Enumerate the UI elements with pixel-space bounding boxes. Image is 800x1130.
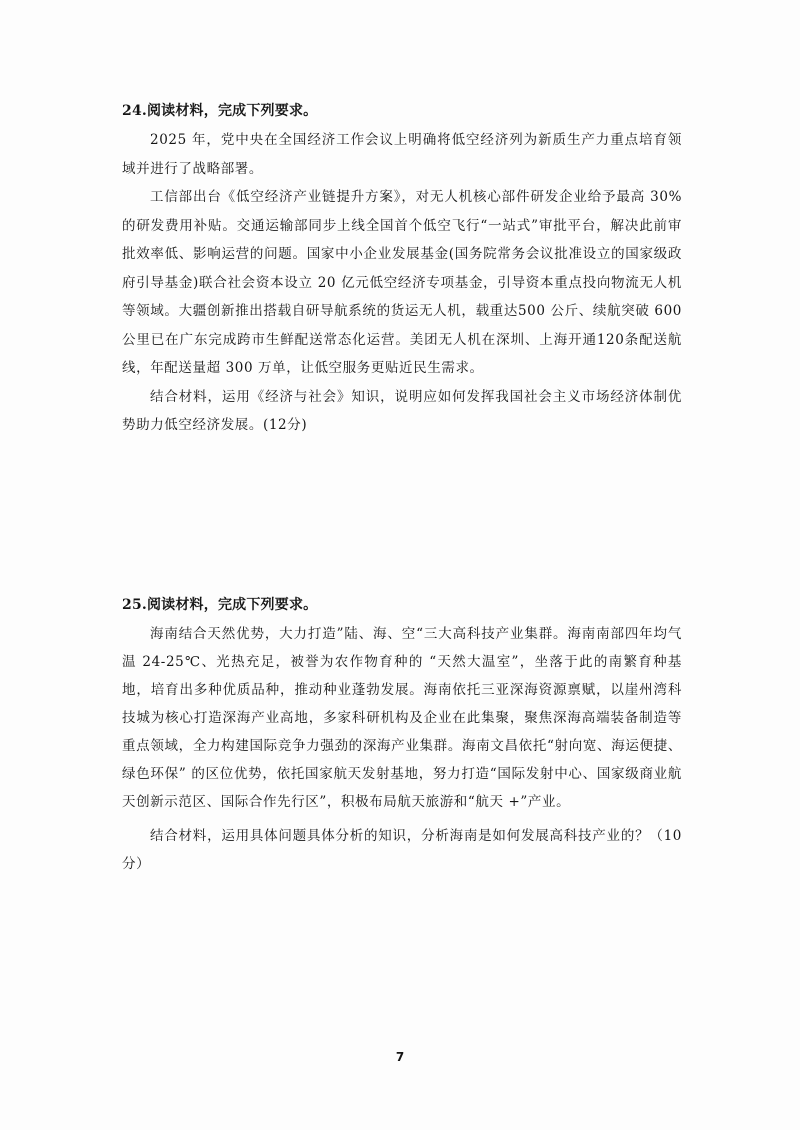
material-paragraph: 海南结合天然优势，大力打造”陆、海、空“三大高科技产业集群。海南南部四年均气温 24-25℃、光热充足，被誉为农作物育种的 “天然大温室”，坐落于此的南繁育种基地，培育出多种优质品种，推动种业蓬勃发展。海南依托三亚深海资源禀赋，以崖州湾科技城为核心打造深海产业高地，多家科研机构及企业在此集聚，聚焦深海高端装备制造等重点领域，全力构建国际竞争力强劲的深海产业集群。海南文昌依托“射向宽、海运便捷、绿色环保” 的区位优势，依托国家航天发射基地，努力打造“国际发射中心、国家级商业航天创新示范区、国际合作先行区”，积极布局航天旅游和“航天 +”产业。 (122, 626, 682, 810)
material-paragraph: 2025 年，党中央在全国经济工作会议上明确将低空经济列为新质生产力重点培育领域并进行了战略部署。 (122, 132, 682, 177)
question-task: 结合材料，运用《经济与社会》知识，说明应如何发挥我国社会主义市场经济体制优势助力低空经济发展。(12分) (122, 388, 682, 433)
page-number: 7 (395, 1050, 405, 1064)
question-heading: 24.阅读材料，完成下列要求。 (122, 103, 318, 119)
question-task: 结合材料，运用具体问题具体分析的知识，分析海南是如何发展高科技产业的？（10分） (122, 828, 682, 872)
question-25 (122, 594, 682, 878)
material-paragraph: 工信部出台《低空经济产业链提升方案》，对无人机核心部件研发企业给予最高 30%的研发费用补贴。交通运输部同步上线全国首个低空飞行“一站式”审批平台，解决此前审批效率低、影响运营的问题。国家中小企业发展基金(国务院常务会议批准设立的国家级政府引导基金)联合社会资本设立 20 亿元低空经济专项基金，引导资本重点投向物流无人机等领域。大疆创新推出搭载自研导航系统的货运无人机，载重达500 公斤、续航突破 600 公里已在广东完成跨市生鲜配送常态化运营。美团无人机在深圳、上海开通120条配送航线，年配送量超 300 万单，让低空服务更贴近民生需求。 (122, 189, 682, 376)
question-24 (122, 100, 682, 440)
question-heading: 25.阅读材料，完成下列要求。 (122, 597, 318, 613)
